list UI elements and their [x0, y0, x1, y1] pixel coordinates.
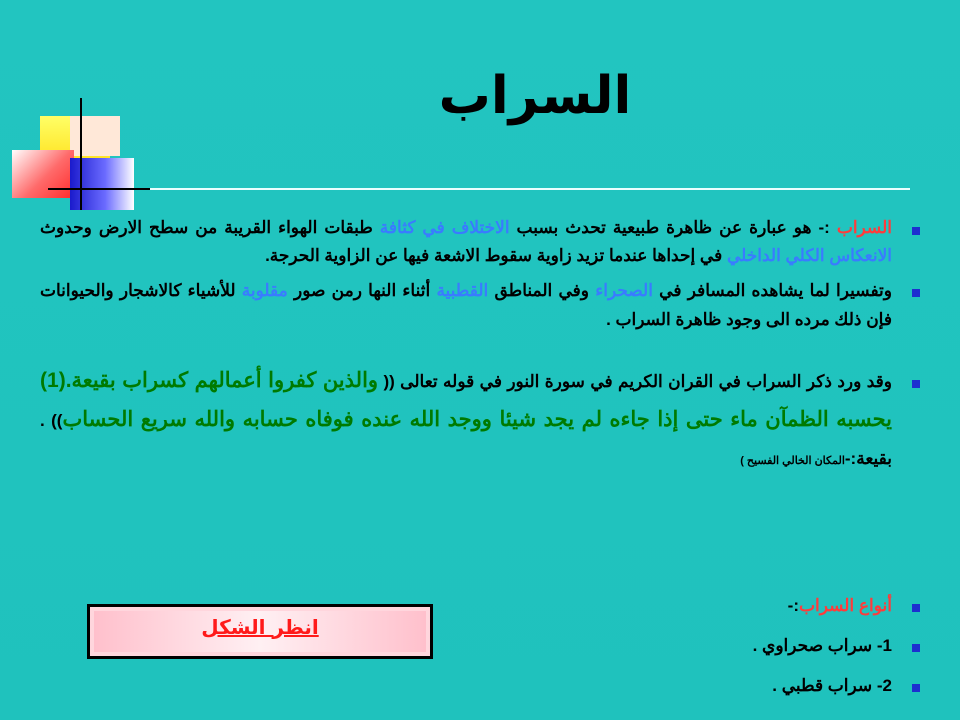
- bullet-icon: [912, 227, 920, 235]
- p1-highlight-2: الانعكاس الكلي الداخلي: [726, 246, 892, 265]
- bullet-icon: [912, 604, 920, 612]
- type-polar: 2- سراب قطبي .: [772, 676, 892, 695]
- mirage-types-list: [753, 596, 920, 716]
- term-mirage: السراب: [836, 218, 892, 237]
- slide-title: السراب: [438, 66, 632, 126]
- list-item: [753, 636, 920, 656]
- p2-text-3: أثناء النها رمن صور: [287, 281, 437, 300]
- p1-text-2: طبقات الهواء القريبة من سطح الارض وحدوث: [40, 218, 380, 237]
- explanation-paragraph: [40, 276, 920, 334]
- slide-body: [40, 214, 920, 480]
- p3-text-2: )) . بقيعة:-: [40, 411, 892, 468]
- quote-part-1: والذين كفروا أعمالهم كسراب بقيعة.: [65, 369, 379, 392]
- decor-red-square: [12, 150, 74, 198]
- quote-part-2: يحسبه الظمآن ماء حتى إذا جاءه لم يجد شيئا ووجد الله عنده فوفاه حسابه والله سريع الحساب: [62, 408, 892, 431]
- types-heading-suffix: :-: [787, 596, 799, 615]
- types-heading: أنواع السراب: [798, 596, 892, 615]
- decor-pink-square: [70, 116, 120, 156]
- p1-text-3: في إحداها عندما تزيد زاوية سقوط الاشعة فيها عن الزاوية الحرجة.: [265, 246, 727, 265]
- definition-paragraph: [40, 214, 920, 270]
- list-item: [753, 596, 920, 616]
- p1-highlight-1: الاختلاف في كثافة: [379, 218, 510, 237]
- type-desert: 1- سراب صحراوي .: [752, 636, 892, 655]
- quran-paragraph: [40, 362, 920, 480]
- view-figure-button[interactable]: [87, 604, 433, 659]
- decor-vertical-line: [80, 98, 82, 210]
- p3-small-note: المكان الخالي الفسيح ): [740, 455, 845, 467]
- bullet-icon: [912, 684, 920, 692]
- p2-text-1: وتفسيرا لما يشاهده المسافر في: [652, 281, 892, 300]
- p2-text-4: للأشياء كالاشجار والحيوانات فإن ذلك مرده الى وجود ظاهرة السراب .: [40, 281, 892, 329]
- p2-text-2: وفي المناطق: [488, 281, 596, 300]
- bullet-icon: [912, 289, 920, 297]
- p3-text-1: وقد ورد ذكر السراب في القران الكريم في سورة النور في قوله تعالى ((: [378, 372, 892, 391]
- view-figure-link[interactable]: انظر الشكل: [201, 614, 319, 639]
- p2-highlight-1: الصحراء: [595, 281, 653, 300]
- p1-text-1: :- هو عبارة عن ظاهرة طبيعية تحدث بسبب: [509, 218, 837, 237]
- quote-footnote: (1): [40, 369, 66, 392]
- p2-highlight-2: القطبية: [436, 281, 489, 300]
- p2-highlight-3: مقلوبة: [241, 281, 288, 300]
- title-underline: [150, 188, 910, 190]
- bullet-icon: [912, 644, 920, 652]
- list-item: [753, 676, 920, 696]
- bullet-icon: [912, 380, 920, 388]
